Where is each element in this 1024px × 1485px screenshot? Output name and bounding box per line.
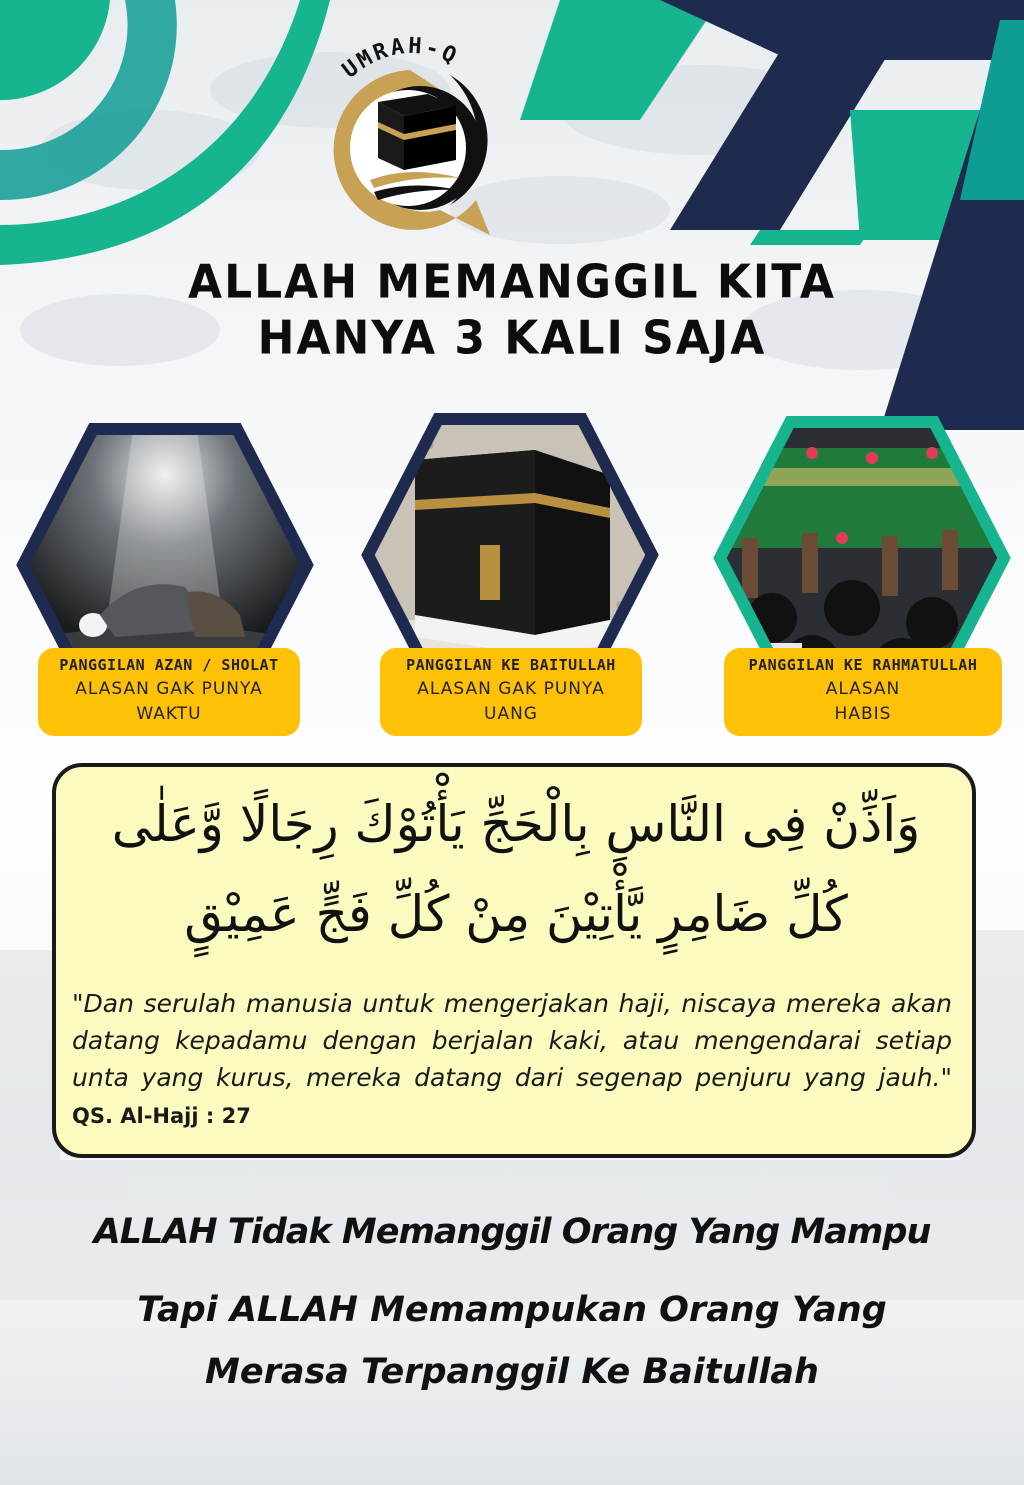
call-reason-line-1: ALASAN GAK PUNYA (75, 679, 263, 699)
call-reason-line-1: ALASAN (825, 679, 901, 699)
svg-text:UMRAH-Q (338, 34, 463, 84)
call-title: PANGGILAN KE RAHMATULLAH (748, 656, 978, 674)
brand-name-arc (330, 28, 490, 98)
closing-line-2: Tapi ALLAH Memampukan Orang Yang (137, 1290, 887, 1330)
call-reason-line-2: HABIS (834, 704, 892, 724)
page-title (100, 255, 924, 367)
verse-arabic (96, 779, 936, 959)
verse-box (52, 763, 976, 1158)
call-reason-line-2: WAKTU (136, 704, 202, 724)
call-reason-line-2: UANG (484, 704, 538, 724)
closing-line-3: Merasa Terpanggil Ke Baitullah (205, 1352, 819, 1392)
call-reason-line-1: ALASAN GAK PUNYA (417, 679, 605, 699)
verse-arabic-line-2: كُلِّ ضَامِرٍ يَّأْتِيْنَ مِنْ كُلِّ فَجٍّ عَمِيْقٍ (184, 885, 848, 943)
verse-arabic-line-1: وَاَذِّنْ فِى النَّاسِ بِالْحَجِّ يَأْتُوْكَ رِجَالًا وَّعَلٰى (111, 795, 921, 853)
closing-line-1: ALLAH Tidak Memanggil Orang Yang Mampu (93, 1212, 931, 1252)
call-title: PANGGILAN KE BAITULLAH (406, 656, 616, 674)
call-title: PANGGILAN AZAN / SHOLAT (59, 656, 279, 674)
title-line-2: HANYA 3 KALI SAJA (257, 311, 767, 366)
brand-name: UMRAH-Q (338, 33, 463, 84)
verse-translation-text: "Dan serulah manusia untuk mengerjakan haji, niscaya mereka akan datang kepadamu dengan berjalan kaki, atau mengendarai setiap unta yang kurus, mereka datang dari segenap penjuru yang jauh." (72, 989, 952, 1092)
call-label-baitullah (380, 648, 642, 736)
call-label-prayer (38, 648, 300, 736)
title-line-1: ALLAH MEMANGGIL KITA (188, 255, 836, 310)
call-label-rahmatullah (724, 648, 1002, 736)
verse-translation (72, 985, 952, 1135)
verse-source: QS. Al-Hajj : 27 (72, 1104, 251, 1128)
